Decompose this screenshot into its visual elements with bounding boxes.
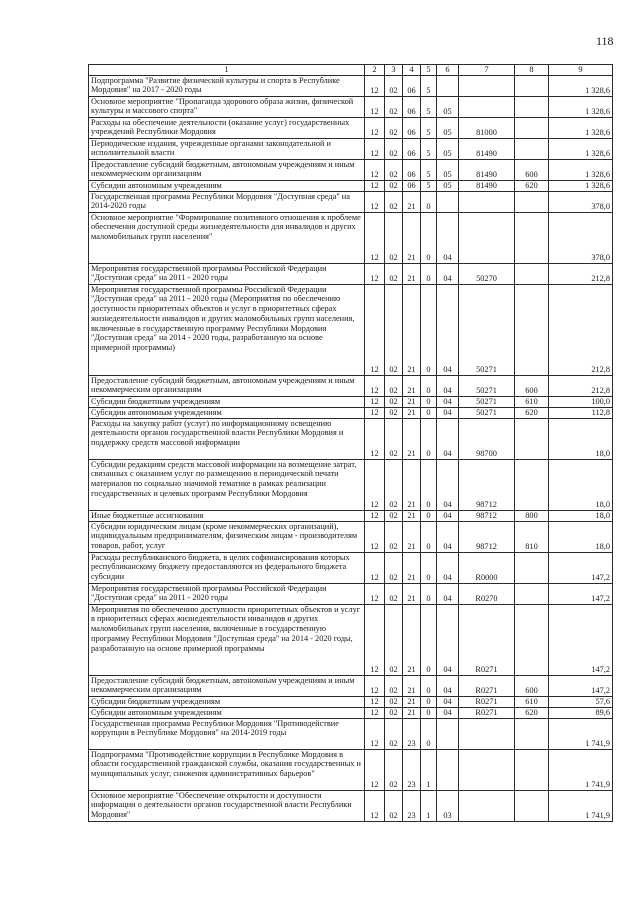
code-expense-type: 620: [515, 707, 549, 718]
code-subprogram: 0: [421, 407, 437, 418]
row-name: Субсидии редакциям средств массовой информации на возмещение затрат, связанных с оказанием услуг по размещению в периодической печати материалов по социально значимой тематике в рамках реализации государственных и целевых программ Республики Мордовия: [89, 459, 365, 510]
code-subprogram: 0: [421, 675, 437, 696]
row-name: Подпрограмма "Противодействие коррупции в Республике Мордовия в области государственной гражданской службы, оказания государственных и муниципальных услуг, снижения административных барьеров": [89, 749, 365, 790]
table-row: [89, 159, 613, 180]
row-name: Государственная программа Республики Мордовия "Противодействие коррупции в Республике Мордовия" на 2014-2019 годы: [89, 718, 365, 749]
code-direction: R0271: [459, 707, 515, 718]
code-subprogram: 0: [421, 718, 437, 749]
row-name: Иные бюджетные ассигнования: [89, 510, 365, 521]
code-subprogram: 5: [421, 138, 437, 159]
amount: 212,8: [549, 263, 613, 284]
table-row: [89, 707, 613, 718]
code-expense-type: [515, 749, 549, 790]
code-subprogram: 1: [421, 749, 437, 790]
code-subsection: 02: [385, 604, 403, 675]
code-program: 21: [403, 375, 421, 396]
code-subsection: 02: [385, 718, 403, 749]
table-row: [89, 749, 613, 790]
code-subprogram: 0: [421, 510, 437, 521]
table-row: [89, 396, 613, 407]
code-direction: 50271: [459, 407, 515, 418]
amount: 147,2: [549, 604, 613, 675]
table-row: [89, 418, 613, 459]
code-expense-type: [515, 191, 549, 212]
row-name: Субсидии бюджетным учреждениям: [89, 396, 365, 407]
row-name: Основное мероприятие "Формирование позитивного отношения к проблеме обеспечения доступной среды жизнедеятельности для инвалидов и других маломобильных групп населения": [89, 212, 365, 263]
amount: 212,8: [549, 375, 613, 396]
code-subprogram: 0: [421, 212, 437, 263]
code-direction: [459, 749, 515, 790]
amount: 212,8: [549, 284, 613, 375]
code-activity: 05: [437, 159, 459, 180]
table-row: [89, 718, 613, 749]
code-direction: 81490: [459, 180, 515, 191]
page-number: 118: [596, 34, 614, 48]
code-program: 06: [403, 159, 421, 180]
row-name: Основное мероприятие "Обеспечение открытости и доступности информации о деятельности органов государственной власти Республики Мордовия": [89, 790, 365, 821]
code-program: 23: [403, 749, 421, 790]
code-activity: 04: [437, 552, 459, 583]
code-section: 12: [365, 375, 385, 396]
code-section: 12: [365, 749, 385, 790]
table-row: [89, 212, 613, 263]
code-subprogram: 0: [421, 707, 437, 718]
code-activity: 04: [437, 263, 459, 284]
code-program: 21: [403, 510, 421, 521]
code-activity: 04: [437, 675, 459, 696]
code-activity: 04: [437, 707, 459, 718]
amount: 147,2: [549, 675, 613, 696]
code-subprogram: 0: [421, 552, 437, 583]
code-expense-type: [515, 263, 549, 284]
column-header: 4: [403, 65, 421, 76]
code-expense-type: [515, 75, 549, 96]
table-row: [89, 191, 613, 212]
code-expense-type: [515, 96, 549, 117]
code-section: 12: [365, 212, 385, 263]
code-direction: R0271: [459, 604, 515, 675]
budget-table: [88, 64, 613, 822]
code-direction: [459, 96, 515, 117]
code-direction: 50271: [459, 396, 515, 407]
row-name: Субсидии автономным учреждениям: [89, 180, 365, 191]
code-section: 12: [365, 284, 385, 375]
amount: 1 328,6: [549, 180, 613, 191]
row-name: Субсидии автономным учреждениям: [89, 707, 365, 718]
code-section: 12: [365, 396, 385, 407]
code-activity: [437, 191, 459, 212]
table-row: [89, 138, 613, 159]
code-direction: 81000: [459, 117, 515, 138]
table-row: [89, 96, 613, 117]
code-subprogram: 0: [421, 418, 437, 459]
code-subsection: 02: [385, 396, 403, 407]
row-name: Расходы республиканского бюджета, в целях софинансирования которых республиканскому бюджету предоставляются из федерального бюджета субсидии: [89, 552, 365, 583]
table-row: [89, 375, 613, 396]
code-program: 21: [403, 212, 421, 263]
code-direction: 98712: [459, 510, 515, 521]
code-program: 23: [403, 790, 421, 821]
code-program: 21: [403, 583, 421, 604]
code-program: 21: [403, 263, 421, 284]
code-section: 12: [365, 718, 385, 749]
amount: 112,8: [549, 407, 613, 418]
code-subsection: 02: [385, 583, 403, 604]
code-direction: [459, 191, 515, 212]
code-expense-type: 610: [515, 696, 549, 707]
code-subprogram: 5: [421, 180, 437, 191]
column-header: 6: [437, 65, 459, 76]
row-name: Субсидии автономным учреждениям: [89, 407, 365, 418]
code-section: 12: [365, 552, 385, 583]
table-row: [89, 75, 613, 96]
code-direction: 50270: [459, 263, 515, 284]
header-row: [89, 65, 613, 76]
code-subprogram: 0: [421, 459, 437, 510]
code-expense-type: 600: [515, 375, 549, 396]
amount: 1 328,6: [549, 138, 613, 159]
code-direction: R0271: [459, 696, 515, 707]
code-direction: 81490: [459, 159, 515, 180]
code-activity: 04: [437, 510, 459, 521]
code-section: 12: [365, 138, 385, 159]
code-section: 12: [365, 191, 385, 212]
code-section: 12: [365, 96, 385, 117]
code-subprogram: 0: [421, 604, 437, 675]
code-section: 12: [365, 521, 385, 552]
code-program: 21: [403, 675, 421, 696]
code-subsection: 02: [385, 707, 403, 718]
code-direction: [459, 212, 515, 263]
code-direction: [459, 718, 515, 749]
column-header: 2: [365, 65, 385, 76]
code-subsection: 02: [385, 510, 403, 521]
code-subprogram: 5: [421, 159, 437, 180]
table-row: [89, 790, 613, 821]
amount: 147,2: [549, 552, 613, 583]
code-activity: 04: [437, 521, 459, 552]
row-name: Субсидии юридическим лицам (кроме некоммерческих организаций), индивидуальным предпринимателям, физическим лицам - производителям товаров, работ, услуг: [89, 521, 365, 552]
code-activity: 05: [437, 117, 459, 138]
code-expense-type: 620: [515, 180, 549, 191]
code-activity: [437, 718, 459, 749]
code-section: 12: [365, 75, 385, 96]
code-subsection: 02: [385, 263, 403, 284]
code-subsection: 02: [385, 375, 403, 396]
row-name: Расходы на обеспечение деятельности (оказание услуг) государственных учреждений Республики Мордовия: [89, 117, 365, 138]
code-expense-type: [515, 418, 549, 459]
code-subsection: 02: [385, 459, 403, 510]
row-name: Расходы на закупку работ (услуг) по информационному освещению деятельности органов государственной власти Республики Мордовия и поддержку средств массовой информации: [89, 418, 365, 459]
code-subprogram: 0: [421, 375, 437, 396]
code-direction: 50271: [459, 375, 515, 396]
code-expense-type: 600: [515, 675, 549, 696]
code-subsection: 02: [385, 418, 403, 459]
code-direction: R0271: [459, 675, 515, 696]
code-section: 12: [365, 117, 385, 138]
amount: 89,6: [549, 707, 613, 718]
code-program: 06: [403, 180, 421, 191]
amount: 1 741,9: [549, 718, 613, 749]
table-row: [89, 583, 613, 604]
code-section: 12: [365, 790, 385, 821]
code-subprogram: 5: [421, 75, 437, 96]
column-header: 9: [549, 65, 613, 76]
code-program: 21: [403, 604, 421, 675]
code-subsection: 02: [385, 521, 403, 552]
table-row: [89, 407, 613, 418]
row-name: Основное мероприятие "Пропаганда здорового образа жизни, физической культуры и массового спорта": [89, 96, 365, 117]
code-section: 12: [365, 604, 385, 675]
table-row: [89, 117, 613, 138]
code-subprogram: 1: [421, 790, 437, 821]
code-activity: 04: [437, 418, 459, 459]
code-section: 12: [365, 707, 385, 718]
row-name: Мероприятия государственной программы Российской Федерации "Доступная среда" на 2011 - 2020 годы (Мероприятия по обеспечению доступности приоритетных объектов и услуг в приоритетных сферах жизнедеятельности инвалидов и других маломобильных групп населения, включенные в государственную программу Республики Мордовия "Доступная среда" на 2014 - 2020 годы, разработанную на основе примерной программы): [89, 284, 365, 375]
code-subsection: 02: [385, 696, 403, 707]
code-program: 21: [403, 459, 421, 510]
code-subprogram: 0: [421, 521, 437, 552]
code-activity: 04: [437, 375, 459, 396]
code-expense-type: [515, 459, 549, 510]
code-expense-type: 800: [515, 510, 549, 521]
code-expense-type: [515, 138, 549, 159]
code-section: 12: [365, 583, 385, 604]
column-header: 8: [515, 65, 549, 76]
code-subsection: 02: [385, 407, 403, 418]
code-activity: 05: [437, 96, 459, 117]
code-section: 12: [365, 263, 385, 284]
row-name: Субсидии бюджетным учреждениям: [89, 696, 365, 707]
row-name: Предоставление субсидий бюджетным, автономным учреждениям и иным некоммерческим организациям: [89, 159, 365, 180]
code-subsection: 02: [385, 75, 403, 96]
code-program: 21: [403, 396, 421, 407]
code-activity: 05: [437, 138, 459, 159]
code-section: 12: [365, 696, 385, 707]
code-activity: 05: [437, 180, 459, 191]
code-program: 06: [403, 75, 421, 96]
code-subsection: 02: [385, 117, 403, 138]
amount: 100,0: [549, 396, 613, 407]
table-row: [89, 604, 613, 675]
row-name: Предоставление субсидий бюджетным, автономным учреждениям и иным некоммерческим организациям: [89, 375, 365, 396]
code-direction: 50271: [459, 284, 515, 375]
code-section: 12: [365, 675, 385, 696]
row-name: Мероприятия государственной программы Российской Федерации "Доступная среда" на 2011 - 2020 годы: [89, 263, 365, 284]
code-activity: 04: [437, 583, 459, 604]
code-program: 21: [403, 552, 421, 583]
code-subsection: 02: [385, 138, 403, 159]
row-name: Подпрограмма "Развитие физической культуры и спорта в Республике Мордовия" на 2017 - 2020 годы: [89, 75, 365, 96]
code-expense-type: [515, 552, 549, 583]
column-header: 1: [89, 65, 365, 76]
code-section: 12: [365, 180, 385, 191]
code-expense-type: 610: [515, 396, 549, 407]
code-subprogram: 5: [421, 117, 437, 138]
column-header: 7: [459, 65, 515, 76]
amount: 18,0: [549, 418, 613, 459]
amount: 1 328,6: [549, 159, 613, 180]
code-expense-type: [515, 284, 549, 375]
amount: 1 328,6: [549, 75, 613, 96]
code-expense-type: [515, 583, 549, 604]
table-row: [89, 552, 613, 583]
code-subsection: 02: [385, 96, 403, 117]
code-subsection: 02: [385, 191, 403, 212]
code-expense-type: 810: [515, 521, 549, 552]
table-row: [89, 459, 613, 510]
row-name: Мероприятия по обеспечению доступности приоритетных объектов и услуг в приоритетных сферах жизнедеятельности инвалидов и других маломобильных групп населения, включенные в государственную программу Республики Мордовия "Доступная среда" на 2014 - 2020 годы, разработанную на основе примерной программы: [89, 604, 365, 675]
table-row: [89, 510, 613, 521]
code-activity: [437, 749, 459, 790]
code-subsection: 02: [385, 284, 403, 375]
code-activity: 04: [437, 604, 459, 675]
code-direction: 98712: [459, 459, 515, 510]
column-header: 5: [421, 65, 437, 76]
code-direction: 98700: [459, 418, 515, 459]
code-subprogram: 0: [421, 583, 437, 604]
code-program: 21: [403, 521, 421, 552]
code-expense-type: [515, 604, 549, 675]
code-activity: 04: [437, 696, 459, 707]
code-expense-type: 620: [515, 407, 549, 418]
row-name: Предоставление субсидий бюджетным, автономным учреждениям и иным некоммерческим организациям: [89, 675, 365, 696]
code-expense-type: [515, 117, 549, 138]
code-subprogram: 0: [421, 696, 437, 707]
code-subsection: 02: [385, 212, 403, 263]
code-subsection: 02: [385, 749, 403, 790]
code-direction: [459, 790, 515, 821]
amount: 1 328,6: [549, 117, 613, 138]
table-body: [89, 75, 613, 821]
amount: 18,0: [549, 510, 613, 521]
amount: 147,2: [549, 583, 613, 604]
code-expense-type: [515, 790, 549, 821]
code-program: 21: [403, 191, 421, 212]
code-subprogram: 5: [421, 96, 437, 117]
code-subsection: 02: [385, 180, 403, 191]
code-program: 21: [403, 284, 421, 375]
code-activity: 04: [437, 396, 459, 407]
code-direction: R0000: [459, 552, 515, 583]
code-program: 06: [403, 138, 421, 159]
table-row: [89, 284, 613, 375]
amount: 1 741,9: [549, 790, 613, 821]
table-row: [89, 521, 613, 552]
code-section: 12: [365, 159, 385, 180]
table-row: [89, 180, 613, 191]
code-activity: 04: [437, 459, 459, 510]
code-activity: 04: [437, 407, 459, 418]
table-row: [89, 263, 613, 284]
amount: 18,0: [549, 459, 613, 510]
code-subsection: 02: [385, 790, 403, 821]
code-expense-type: [515, 212, 549, 263]
code-subsection: 02: [385, 552, 403, 583]
code-activity: [437, 75, 459, 96]
code-section: 12: [365, 510, 385, 521]
amount: 1 741,9: [549, 749, 613, 790]
table-row: [89, 675, 613, 696]
code-program: 23: [403, 718, 421, 749]
code-section: 12: [365, 459, 385, 510]
code-program: 06: [403, 117, 421, 138]
amount: 378,0: [549, 212, 613, 263]
code-subsection: 02: [385, 675, 403, 696]
row-name: Периодические издания, учрежденные органами законодательной и исполнительной власти: [89, 138, 365, 159]
amount: 57,6: [549, 696, 613, 707]
code-direction: 98712: [459, 521, 515, 552]
code-program: 21: [403, 707, 421, 718]
code-subprogram: 0: [421, 263, 437, 284]
code-subprogram: 0: [421, 396, 437, 407]
code-subprogram: 0: [421, 284, 437, 375]
code-direction: R0270: [459, 583, 515, 604]
code-section: 12: [365, 418, 385, 459]
code-program: 21: [403, 696, 421, 707]
code-activity: 04: [437, 284, 459, 375]
code-direction: 81490: [459, 138, 515, 159]
code-section: 12: [365, 407, 385, 418]
row-name: Мероприятия государственной программы Российской Федерации "Доступная среда" на 2011 - 2020 годы: [89, 583, 365, 604]
code-program: 21: [403, 407, 421, 418]
code-activity: 03: [437, 790, 459, 821]
amount: 378,0: [549, 191, 613, 212]
code-expense-type: [515, 718, 549, 749]
amount: 18,0: [549, 521, 613, 552]
code-subprogram: 0: [421, 191, 437, 212]
table-row: [89, 696, 613, 707]
code-program: 06: [403, 96, 421, 117]
row-name: Государственная программа Республики Мордовия "Доступная среда" на 2014-2020 годы: [89, 191, 365, 212]
code-activity: 04: [437, 212, 459, 263]
code-program: 21: [403, 418, 421, 459]
code-subsection: 02: [385, 159, 403, 180]
amount: 1 328,6: [549, 96, 613, 117]
column-header: 3: [385, 65, 403, 76]
code-direction: [459, 75, 515, 96]
code-expense-type: 600: [515, 159, 549, 180]
